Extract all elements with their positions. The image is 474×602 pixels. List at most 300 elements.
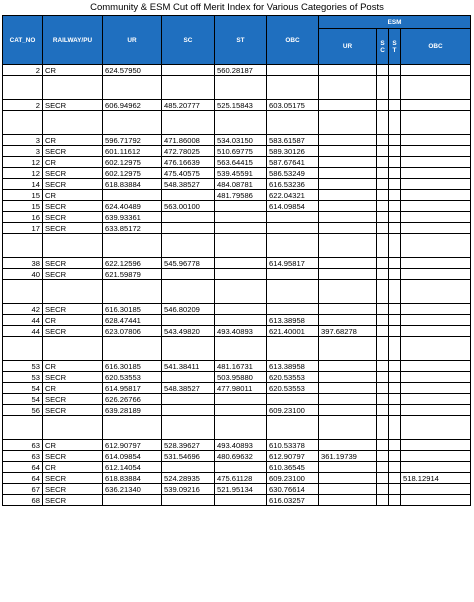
ur-cell: 633.85172	[103, 223, 162, 234]
esm-ur-cell	[319, 394, 377, 405]
ur-cell: 621.59879	[103, 269, 162, 280]
obc-cell: 613.38958	[267, 361, 319, 372]
spacer-cell	[401, 416, 471, 440]
spacer-cell	[401, 76, 471, 100]
esm-sc-cell	[377, 269, 389, 280]
railway-cell: CR	[43, 315, 103, 326]
table-row	[3, 135, 471, 146]
railway-cell: CR	[43, 383, 103, 394]
table-title: Community & ESM Cut off Merit Index for Various Categories of Posts	[90, 2, 384, 13]
esm-obc-cell	[401, 304, 471, 315]
cat-no-cell: 16	[3, 212, 43, 223]
esm-ur-cell	[319, 258, 377, 269]
header-esm: ESM	[319, 16, 471, 29]
esm-obc-cell	[401, 201, 471, 212]
spacer-cell	[267, 234, 319, 258]
obc-cell: 610.53378	[267, 440, 319, 451]
ur-cell: 601.11612	[103, 146, 162, 157]
st-cell	[215, 201, 267, 212]
obc-cell: 603.05175	[267, 100, 319, 111]
esm-obc-cell	[401, 179, 471, 190]
spacer-cell	[215, 234, 267, 258]
esm-st-cell	[389, 201, 401, 212]
spacer-cell	[43, 111, 103, 135]
esm-sc-cell	[377, 451, 389, 462]
table-row	[3, 212, 471, 223]
cat-no-cell: 63	[3, 451, 43, 462]
spacer-cell	[43, 76, 103, 100]
sc-cell: 548.38527	[162, 179, 215, 190]
spacer-cell	[389, 76, 401, 100]
esm-ur-cell	[319, 223, 377, 234]
cat-no-cell: 64	[3, 462, 43, 473]
spacer-row	[3, 234, 471, 258]
esm-ur-cell	[319, 190, 377, 201]
table-row	[3, 100, 471, 111]
merit-index-table	[2, 15, 471, 506]
esm-sc-cell	[377, 484, 389, 495]
esm-ur-cell	[319, 65, 377, 76]
esm-sc-cell	[377, 304, 389, 315]
esm-st-cell	[389, 394, 401, 405]
st-cell: 480.69632	[215, 451, 267, 462]
obc-cell: 612.90797	[267, 451, 319, 462]
header-esm-sc-label: S C	[380, 39, 385, 54]
ur-cell: 612.14054	[103, 462, 162, 473]
spacer-cell	[215, 111, 267, 135]
esm-st-cell	[389, 383, 401, 394]
railway-cell: SECR	[43, 484, 103, 495]
ur-cell: 620.53553	[103, 372, 162, 383]
obc-cell: 616.03257	[267, 495, 319, 506]
sc-cell	[162, 462, 215, 473]
st-cell: 503.95880	[215, 372, 267, 383]
cat-no-cell: 12	[3, 168, 43, 179]
cat-no-cell: 2	[3, 65, 43, 76]
spacer-cell	[377, 416, 389, 440]
st-cell	[215, 223, 267, 234]
esm-obc-cell	[401, 190, 471, 201]
esm-obc-cell	[401, 361, 471, 372]
spacer-cell	[3, 280, 43, 304]
spacer-cell	[103, 337, 162, 361]
esm-ur-cell	[319, 484, 377, 495]
table-row	[3, 484, 471, 495]
sc-cell: 476.16639	[162, 157, 215, 168]
spacer-cell	[162, 111, 215, 135]
header-esm-st	[389, 29, 401, 65]
esm-ur-cell	[319, 440, 377, 451]
railway-cell: SECR	[43, 451, 103, 462]
esm-st-cell	[389, 451, 401, 462]
esm-sc-cell	[377, 440, 389, 451]
sc-cell	[162, 405, 215, 416]
obc-cell: 587.67641	[267, 157, 319, 168]
table-row	[3, 405, 471, 416]
railway-cell: SECR	[43, 269, 103, 280]
esm-ur-cell	[319, 146, 377, 157]
spacer-cell	[103, 280, 162, 304]
sc-cell: 472.78025	[162, 146, 215, 157]
table-row	[3, 326, 471, 337]
spacer-cell	[162, 76, 215, 100]
esm-obc-cell	[401, 258, 471, 269]
spacer-cell	[377, 76, 389, 100]
header-esm-sc	[377, 29, 389, 65]
spacer-cell	[43, 234, 103, 258]
esm-ur-cell	[319, 100, 377, 111]
spacer-cell	[377, 111, 389, 135]
obc-cell: 586.53249	[267, 168, 319, 179]
ur-cell: 624.40489	[103, 201, 162, 212]
spacer-cell	[389, 280, 401, 304]
esm-sc-cell	[377, 65, 389, 76]
header-sc: SC	[162, 16, 215, 65]
sc-cell	[162, 190, 215, 201]
cat-no-cell: 3	[3, 146, 43, 157]
sc-cell: 485.20777	[162, 100, 215, 111]
spacer-cell	[319, 337, 377, 361]
spacer-row	[3, 280, 471, 304]
cat-no-cell: 44	[3, 326, 43, 337]
sc-cell: 543.49820	[162, 326, 215, 337]
cat-no-cell: 40	[3, 269, 43, 280]
esm-obc-cell	[401, 383, 471, 394]
esm-st-cell	[389, 168, 401, 179]
railway-cell: SECR	[43, 223, 103, 234]
ur-cell: 639.28189	[103, 405, 162, 416]
railway-cell: SECR	[43, 212, 103, 223]
sc-cell	[162, 212, 215, 223]
esm-ur-cell	[319, 315, 377, 326]
ur-cell: 618.83884	[103, 179, 162, 190]
esm-st-cell	[389, 146, 401, 157]
esm-obc-cell	[401, 168, 471, 179]
sc-cell: 475.40575	[162, 168, 215, 179]
esm-st-cell	[389, 100, 401, 111]
cat-no-cell: 17	[3, 223, 43, 234]
railway-cell: SECR	[43, 495, 103, 506]
st-cell: 493.40893	[215, 326, 267, 337]
st-cell: 510.69775	[215, 146, 267, 157]
ur-cell	[103, 190, 162, 201]
table-row	[3, 201, 471, 212]
esm-ur-cell	[319, 168, 377, 179]
sc-cell	[162, 372, 215, 383]
obc-cell	[267, 223, 319, 234]
spacer-cell	[43, 280, 103, 304]
st-cell: 493.40893	[215, 440, 267, 451]
sc-cell: 541.38411	[162, 361, 215, 372]
railway-cell: SECR	[43, 473, 103, 484]
spacer-cell	[401, 234, 471, 258]
esm-obc-cell	[401, 484, 471, 495]
spacer-row	[3, 111, 471, 135]
table-body	[3, 65, 471, 506]
spacer-cell	[401, 337, 471, 361]
esm-sc-cell	[377, 462, 389, 473]
st-cell: 475.61128	[215, 473, 267, 484]
spacer-cell	[162, 234, 215, 258]
cat-no-cell: 54	[3, 394, 43, 405]
spacer-cell	[43, 416, 103, 440]
spacer-cell	[389, 234, 401, 258]
esm-st-cell	[389, 135, 401, 146]
esm-st-cell	[389, 440, 401, 451]
esm-ur-cell: 361.19739	[319, 451, 377, 462]
obc-cell: 609.23100	[267, 405, 319, 416]
sc-cell: 546.80209	[162, 304, 215, 315]
cat-no-cell: 64	[3, 473, 43, 484]
spacer-cell	[319, 111, 377, 135]
sc-cell	[162, 394, 215, 405]
esm-obc-cell	[401, 212, 471, 223]
esm-obc-cell	[401, 440, 471, 451]
table-row	[3, 495, 471, 506]
railway-cell: SECR	[43, 372, 103, 383]
sc-cell	[162, 315, 215, 326]
st-cell	[215, 495, 267, 506]
esm-obc-cell	[401, 451, 471, 462]
st-cell: 481.79586	[215, 190, 267, 201]
esm-obc-cell	[401, 100, 471, 111]
header-st: ST	[215, 16, 267, 65]
header-cat-no: CAT_NO	[3, 16, 43, 65]
esm-ur-cell	[319, 269, 377, 280]
st-cell: 484.08781	[215, 179, 267, 190]
sc-cell: 545.96778	[162, 258, 215, 269]
esm-obc-cell	[401, 462, 471, 473]
st-cell	[215, 462, 267, 473]
table-row	[3, 190, 471, 201]
cat-no-cell: 3	[3, 135, 43, 146]
spacer-cell	[377, 337, 389, 361]
esm-ur-cell	[319, 462, 377, 473]
railway-cell: SECR	[43, 100, 103, 111]
sc-cell: 528.39627	[162, 440, 215, 451]
ur-cell: 602.12975	[103, 157, 162, 168]
ur-cell: 616.30185	[103, 304, 162, 315]
esm-ur-cell	[319, 383, 377, 394]
spacer-cell	[43, 337, 103, 361]
obc-cell: 589.30126	[267, 146, 319, 157]
esm-sc-cell	[377, 326, 389, 337]
esm-st-cell	[389, 326, 401, 337]
esm-sc-cell	[377, 372, 389, 383]
spacer-cell	[319, 416, 377, 440]
table-row	[3, 168, 471, 179]
cat-no-cell: 53	[3, 361, 43, 372]
esm-sc-cell	[377, 168, 389, 179]
spacer-cell	[162, 337, 215, 361]
cat-no-cell: 12	[3, 157, 43, 168]
esm-st-cell	[389, 495, 401, 506]
obc-cell: 621.40001	[267, 326, 319, 337]
header-ur: UR	[103, 16, 162, 65]
cat-no-cell: 2	[3, 100, 43, 111]
esm-ur-cell	[319, 372, 377, 383]
esm-ur-cell	[319, 473, 377, 484]
esm-sc-cell	[377, 190, 389, 201]
st-cell	[215, 315, 267, 326]
table-row	[3, 157, 471, 168]
cat-no-cell: 15	[3, 201, 43, 212]
table-row	[3, 383, 471, 394]
spacer-row	[3, 76, 471, 100]
cat-no-cell: 14	[3, 179, 43, 190]
spacer-cell	[3, 337, 43, 361]
obc-cell	[267, 269, 319, 280]
spacer-cell	[215, 337, 267, 361]
ur-cell: 636.21340	[103, 484, 162, 495]
obc-cell: 609.23100	[267, 473, 319, 484]
esm-ur-cell	[319, 361, 377, 372]
sc-cell: 539.09216	[162, 484, 215, 495]
railway-cell: SECR	[43, 168, 103, 179]
esm-obc-cell	[401, 135, 471, 146]
header-esm-ur: UR	[319, 29, 377, 65]
table-row	[3, 372, 471, 383]
spacer-cell	[267, 416, 319, 440]
table-row	[3, 304, 471, 315]
esm-ur-cell	[319, 495, 377, 506]
st-cell: 563.64415	[215, 157, 267, 168]
esm-sc-cell	[377, 383, 389, 394]
esm-ur-cell	[319, 405, 377, 416]
spacer-cell	[103, 76, 162, 100]
spacer-row	[3, 337, 471, 361]
sc-cell	[162, 495, 215, 506]
ur-cell: 614.09854	[103, 451, 162, 462]
esm-st-cell	[389, 179, 401, 190]
esm-obc-cell: 518.12914	[401, 473, 471, 484]
st-cell	[215, 212, 267, 223]
spacer-cell	[267, 280, 319, 304]
esm-st-cell	[389, 372, 401, 383]
cat-no-cell: 68	[3, 495, 43, 506]
spacer-cell	[389, 111, 401, 135]
esm-st-cell	[389, 484, 401, 495]
obc-cell: 622.04321	[267, 190, 319, 201]
esm-sc-cell	[377, 179, 389, 190]
sc-cell: 548.38527	[162, 383, 215, 394]
esm-obc-cell	[401, 326, 471, 337]
ur-cell: 624.57950	[103, 65, 162, 76]
table-row	[3, 394, 471, 405]
header-esm-st-label: S T	[392, 39, 397, 54]
table-row	[3, 462, 471, 473]
obc-cell: 583.61587	[267, 135, 319, 146]
railway-cell: SECR	[43, 405, 103, 416]
obc-cell: 614.95817	[267, 258, 319, 269]
header-obc: OBC	[267, 16, 319, 65]
spacer-cell	[401, 280, 471, 304]
ur-cell: 606.94962	[103, 100, 162, 111]
cat-no-cell: 38	[3, 258, 43, 269]
table-row	[3, 440, 471, 451]
railway-cell: CR	[43, 65, 103, 76]
railway-cell: SECR	[43, 326, 103, 337]
sc-cell: 471.86008	[162, 135, 215, 146]
sc-cell	[162, 223, 215, 234]
esm-st-cell	[389, 315, 401, 326]
ur-cell: 616.30185	[103, 361, 162, 372]
esm-obc-cell	[401, 269, 471, 280]
spacer-cell	[319, 280, 377, 304]
sc-cell: 531.54696	[162, 451, 215, 462]
spacer-cell	[319, 76, 377, 100]
st-cell	[215, 258, 267, 269]
table-row	[3, 179, 471, 190]
st-cell: 534.03150	[215, 135, 267, 146]
spacer-cell	[267, 337, 319, 361]
esm-st-cell	[389, 462, 401, 473]
cat-no-cell: 63	[3, 440, 43, 451]
esm-ur-cell	[319, 304, 377, 315]
st-cell	[215, 394, 267, 405]
railway-cell: SECR	[43, 304, 103, 315]
esm-obc-cell	[401, 65, 471, 76]
spacer-cell	[215, 280, 267, 304]
esm-st-cell	[389, 212, 401, 223]
railway-cell: CR	[43, 135, 103, 146]
spacer-cell	[319, 234, 377, 258]
esm-sc-cell	[377, 473, 389, 484]
cat-no-cell: 67	[3, 484, 43, 495]
ur-cell: 614.95817	[103, 383, 162, 394]
esm-ur-cell	[319, 201, 377, 212]
table-row	[3, 258, 471, 269]
esm-ur-cell	[319, 212, 377, 223]
esm-st-cell	[389, 473, 401, 484]
spacer-cell	[389, 416, 401, 440]
cat-no-cell: 54	[3, 383, 43, 394]
esm-sc-cell	[377, 394, 389, 405]
obc-cell: 620.53553	[267, 372, 319, 383]
st-cell: 525.15843	[215, 100, 267, 111]
ur-cell: 626.26766	[103, 394, 162, 405]
spacer-cell	[401, 111, 471, 135]
obc-cell	[267, 304, 319, 315]
esm-st-cell	[389, 304, 401, 315]
esm-sc-cell	[377, 258, 389, 269]
esm-ur-cell	[319, 179, 377, 190]
esm-obc-cell	[401, 405, 471, 416]
spacer-cell	[3, 111, 43, 135]
spacer-cell	[377, 234, 389, 258]
obc-cell: 620.53553	[267, 383, 319, 394]
esm-ur-cell: 397.68278	[319, 326, 377, 337]
railway-cell: CR	[43, 361, 103, 372]
obc-cell: 630.76614	[267, 484, 319, 495]
esm-obc-cell	[401, 495, 471, 506]
ur-cell: 622.12596	[103, 258, 162, 269]
railway-cell: SECR	[43, 179, 103, 190]
esm-ur-cell	[319, 157, 377, 168]
railway-cell: CR	[43, 462, 103, 473]
esm-sc-cell	[377, 100, 389, 111]
ur-cell: 628.47441	[103, 315, 162, 326]
esm-sc-cell	[377, 212, 389, 223]
st-cell: 477.98011	[215, 383, 267, 394]
ur-cell: 623.07806	[103, 326, 162, 337]
esm-sc-cell	[377, 157, 389, 168]
esm-obc-cell	[401, 157, 471, 168]
esm-sc-cell	[377, 223, 389, 234]
st-cell: 481.16731	[215, 361, 267, 372]
obc-cell: 614.09854	[267, 201, 319, 212]
esm-st-cell	[389, 65, 401, 76]
